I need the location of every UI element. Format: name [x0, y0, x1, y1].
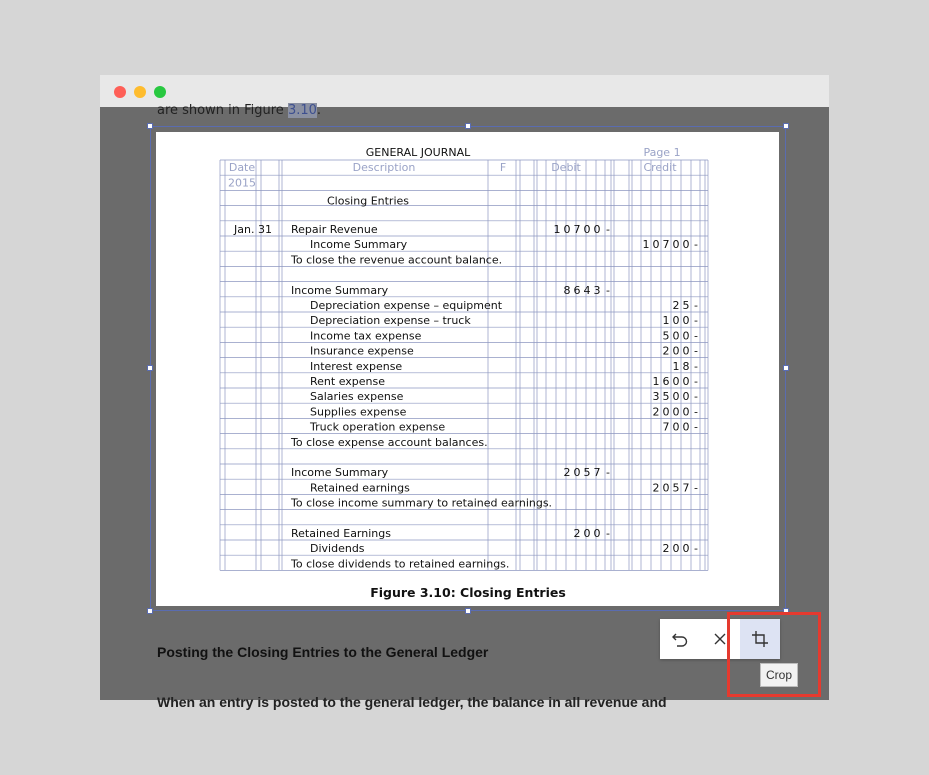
debit-amount: 0	[563, 223, 571, 236]
header-description: Description	[352, 161, 416, 175]
credit-amount: 3	[652, 390, 660, 404]
section-heading: Posting the Closing Entries to the General Ledger	[157, 644, 489, 660]
journal-entry-text: Insurance expense	[310, 344, 414, 358]
crop-icon	[751, 630, 769, 648]
crop-handle-left[interactable]	[147, 365, 153, 371]
crop-tooltip: Crop	[760, 663, 798, 687]
journal-entry-text: Income tax expense	[310, 329, 422, 343]
credit-amount-cents: -	[694, 542, 698, 556]
journal-entry-text: Dividends	[310, 542, 365, 556]
debit-amount: 4	[583, 283, 591, 297]
credit-amount: 2	[652, 481, 660, 495]
debit-amount-cents: -	[606, 466, 610, 480]
credit-amount: 0	[672, 405, 680, 419]
credit-amount: 7	[662, 238, 670, 252]
credit-amount: 0	[672, 329, 680, 343]
credit-amount: 2	[672, 299, 680, 312]
crop-handle-bottom-right[interactable]	[783, 608, 789, 614]
figure-reference-link[interactable]: 3.10	[287, 103, 317, 118]
body-text-end: .	[316, 103, 322, 118]
crop-handle-top-right[interactable]	[783, 123, 789, 129]
credit-amount: 0	[682, 329, 690, 343]
close-icon	[712, 631, 728, 647]
header-f: F	[499, 161, 507, 175]
journal-entry-text: Interest expense	[310, 359, 403, 373]
figure-caption: Figure 3.10: Closing Entries	[370, 585, 566, 600]
header-credit: Credit	[643, 161, 677, 175]
journal-figure	[156, 132, 779, 606]
credit-amount: 0	[662, 405, 670, 419]
journal-entry-text: Income Summary	[310, 238, 408, 252]
journal-entry-text: Repair Revenue	[291, 223, 378, 236]
body-text: are shown in Figure	[157, 103, 288, 118]
credit-amount: 0	[682, 344, 690, 358]
credit-amount: 7	[662, 420, 670, 434]
journal-entry-text: To close the revenue account balance.	[291, 253, 503, 267]
entry-date: Jan. 31	[234, 223, 272, 236]
credit-amount-cents: -	[694, 420, 698, 434]
crop-handle-bottom[interactable]	[465, 608, 471, 614]
credit-amount-cents: -	[694, 314, 698, 328]
credit-amount: 5	[682, 299, 690, 312]
credit-amount-cents: -	[694, 238, 698, 252]
credit-amount: 5	[672, 481, 680, 495]
undo-button[interactable]	[660, 619, 700, 659]
credit-amount: 0	[672, 542, 680, 556]
debit-amount-cents: -	[606, 223, 610, 236]
credit-amount: 0	[682, 238, 690, 252]
debit-amount-cents: -	[606, 527, 610, 540]
journal-year: 2015	[228, 176, 256, 190]
crop-button[interactable]	[740, 619, 780, 659]
journal-entry-text: Supplies expense	[310, 405, 407, 419]
credit-amount: 0	[672, 344, 680, 358]
journal-entry-text: Salaries expense	[310, 390, 404, 404]
credit-amount: 0	[682, 314, 690, 328]
credit-amount: 7	[682, 481, 690, 495]
journal-entry-text: Rent expense	[310, 375, 386, 388]
undo-icon	[671, 630, 689, 648]
journal-page-number: Page 1	[643, 146, 681, 159]
header-date: Date	[228, 161, 256, 175]
credit-amount-cents: -	[694, 405, 698, 419]
credit-amount-cents: -	[694, 359, 698, 373]
debit-amount: 1	[553, 223, 561, 236]
journal-entry-text: Retained earnings	[310, 481, 410, 495]
credit-amount-cents: -	[694, 329, 698, 343]
credit-amount: 0	[682, 375, 690, 388]
crop-handle-bottom-left[interactable]	[147, 608, 153, 614]
cancel-button[interactable]	[700, 619, 740, 659]
credit-amount-cents: -	[694, 481, 698, 495]
app-window	[100, 75, 829, 710]
closing-entries-heading: Closing Entries	[326, 194, 410, 208]
credit-amount: 2	[662, 542, 670, 556]
journal-image[interactable]	[156, 132, 779, 606]
credit-amount: 1	[642, 238, 650, 252]
debit-amount: 0	[583, 223, 591, 236]
debit-amount: 0	[583, 527, 591, 540]
debit-amount: 0	[573, 466, 581, 480]
credit-amount: 6	[662, 375, 670, 388]
header-debit: Debit	[551, 161, 581, 175]
close-window-button[interactable]	[114, 86, 126, 98]
journal-entry-text: Retained Earnings	[291, 527, 391, 540]
credit-amount: 0	[682, 405, 690, 419]
crop-handle-top[interactable]	[465, 123, 471, 129]
credit-amount: 0	[672, 314, 680, 328]
credit-amount: 5	[662, 390, 670, 404]
credit-amount: 1	[652, 375, 660, 388]
credit-amount-cents: -	[694, 390, 698, 404]
credit-amount: 2	[662, 344, 670, 358]
credit-amount-cents: -	[694, 375, 698, 388]
credit-amount: 0	[672, 238, 680, 252]
credit-amount: 1	[672, 359, 680, 373]
minimize-window-button[interactable]	[134, 86, 146, 98]
credit-amount: 1	[662, 314, 670, 328]
journal-title: GENERAL JOURNAL	[365, 146, 471, 159]
debit-amount: 0	[593, 527, 601, 540]
credit-amount: 0	[662, 481, 670, 495]
credit-amount: 8	[682, 359, 690, 373]
credit-amount: 0	[682, 390, 690, 404]
credit-amount: 0	[682, 420, 690, 434]
credit-amount: 0	[652, 238, 660, 252]
credit-amount: 0	[672, 390, 680, 404]
credit-amount-cents: -	[694, 299, 698, 312]
debit-amount: 7	[593, 466, 601, 480]
credit-amount: 0	[672, 420, 680, 434]
debit-amount: 5	[583, 466, 591, 480]
debit-amount-cents: -	[606, 283, 610, 297]
journal-entry-text: Truck operation expense	[310, 420, 446, 434]
debit-amount: 7	[573, 223, 581, 236]
body-text-line	[157, 103, 321, 118]
crop-handle-top-left[interactable]	[147, 123, 153, 129]
crop-toolbar	[660, 619, 780, 659]
document-content	[100, 103, 829, 710]
journal-entry-text: Depreciation expense – truck	[310, 314, 471, 328]
journal-entry-text: To close dividends to retained earnings.	[291, 557, 510, 571]
journal-entry-text: Depreciation expense – equipment	[310, 299, 503, 312]
debit-amount: 8	[563, 283, 571, 297]
debit-amount: 2	[573, 527, 581, 540]
debit-amount: 3	[593, 283, 601, 297]
journal-entry-text: Income Summary	[291, 466, 389, 480]
debit-amount: 6	[573, 283, 581, 297]
credit-amount: 0	[682, 542, 690, 556]
credit-amount-cents: -	[694, 344, 698, 358]
journal-entry-text: To close expense account balances.	[291, 435, 488, 449]
debit-amount: 2	[563, 466, 571, 480]
credit-amount: 5	[662, 329, 670, 343]
journal-entry-text: To close income summary to retained earnings.	[291, 496, 553, 510]
journal-entry-text: Income Summary	[291, 283, 389, 297]
credit-amount: 0	[672, 375, 680, 388]
body-text-partial: When an entry is posted to the general ledger, the balance in all revenue and	[157, 694, 667, 710]
crop-handle-right[interactable]	[783, 365, 789, 371]
debit-amount: 0	[593, 223, 601, 236]
maximize-window-button[interactable]	[154, 86, 166, 98]
credit-amount: 2	[652, 405, 660, 419]
